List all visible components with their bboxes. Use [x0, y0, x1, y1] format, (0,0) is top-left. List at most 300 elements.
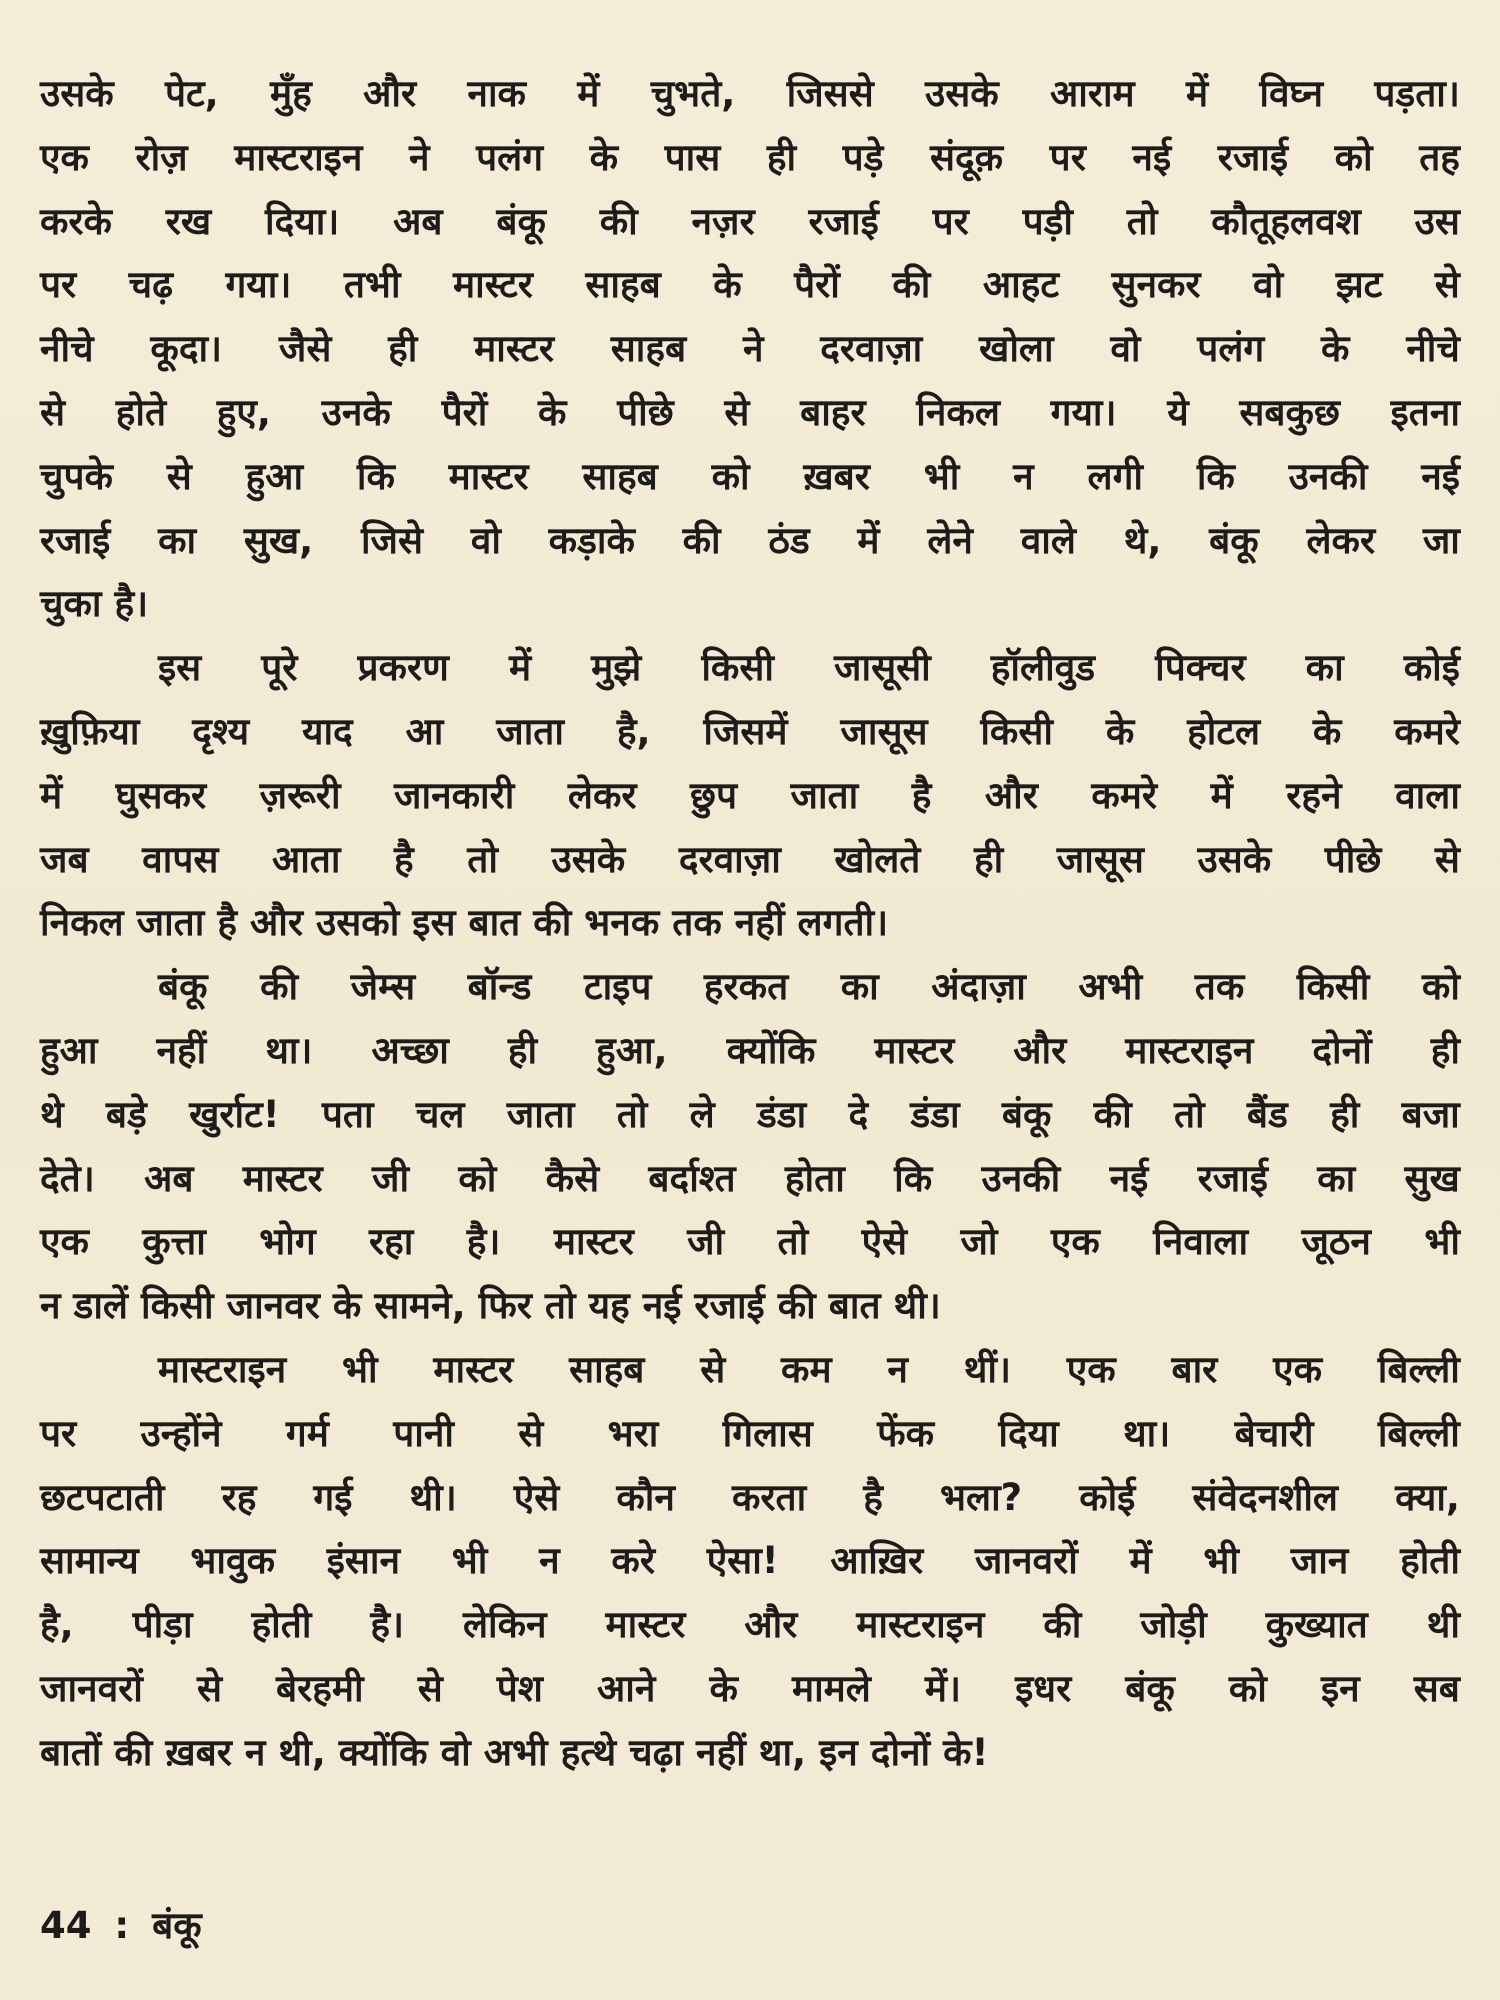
word: चढ़	[128, 263, 173, 307]
word: पीछे	[1324, 837, 1382, 881]
word: नई	[1109, 1156, 1149, 1200]
word: जानकारी	[394, 773, 515, 817]
text-line	[40, 253, 1460, 317]
word: बाहर	[800, 390, 866, 434]
word: मुँह	[270, 72, 312, 115]
word: से	[700, 1347, 726, 1391]
word: डंडा	[910, 1092, 960, 1136]
word: है।	[370, 1603, 405, 1647]
word: करे	[611, 1539, 655, 1583]
word: पलंग	[1197, 327, 1265, 371]
word: जाता	[506, 1092, 575, 1136]
word: को	[458, 1156, 497, 1200]
word: और	[1013, 1028, 1067, 1072]
word: पेट,	[165, 72, 219, 115]
word: लेकिन	[462, 1603, 547, 1647]
word: बर्दाश्त	[648, 1156, 736, 1200]
word: ख़बर	[803, 454, 870, 498]
word: जाता	[790, 773, 859, 817]
text-line	[40, 1210, 1460, 1274]
text-line	[40, 1593, 1460, 1657]
word: जान	[1290, 1539, 1349, 1583]
book-title: बंकू	[152, 1904, 202, 1947]
word: तो	[1126, 199, 1158, 243]
word: की	[599, 199, 638, 243]
word: की	[533, 901, 572, 945]
word: ये	[1167, 390, 1189, 434]
word: बिल्ली	[1377, 1411, 1460, 1455]
word: कि	[356, 454, 395, 498]
word: कि	[1196, 454, 1235, 498]
text-line	[40, 828, 1460, 892]
word: साहब	[582, 454, 658, 498]
word: ने	[742, 327, 764, 371]
word: तक	[1194, 965, 1245, 1009]
word: गिलास	[722, 1411, 813, 1455]
word: किसी	[141, 1284, 214, 1328]
word: किसी	[1296, 965, 1370, 1009]
word: का	[158, 518, 197, 562]
word: झट	[1335, 263, 1383, 307]
word: जो	[960, 1220, 998, 1264]
word: सुनकर	[1111, 263, 1201, 307]
word: और	[250, 901, 303, 945]
paragraph	[40, 955, 1460, 1338]
word: उन्होंने	[140, 1411, 222, 1455]
word: न	[244, 1730, 266, 1774]
word: तो	[467, 837, 498, 881]
word: संवेदनशील	[1192, 1475, 1339, 1519]
word: साहब	[585, 263, 661, 307]
text-line	[40, 1338, 1460, 1402]
word: फिर	[478, 1284, 532, 1328]
word: जूठन	[1301, 1220, 1371, 1264]
word: आहट	[982, 263, 1059, 307]
word: मामले	[791, 1666, 871, 1710]
word: नई	[1421, 454, 1460, 498]
word: आता	[271, 837, 341, 881]
word: ले	[689, 1092, 715, 1136]
word: ठंड	[768, 518, 810, 562]
page-footer	[40, 1898, 202, 1949]
word: अभी	[483, 1730, 548, 1774]
word: तह	[1419, 135, 1460, 179]
text-line	[40, 381, 1460, 445]
word: विघ्न	[1259, 72, 1324, 115]
body-text	[40, 62, 1460, 1785]
word: को	[1334, 135, 1373, 179]
word: जिसमें	[703, 709, 788, 753]
word: से	[417, 1666, 443, 1710]
word: अब	[393, 199, 443, 243]
word: यह	[588, 1284, 630, 1328]
word: की	[682, 518, 721, 562]
word: एक	[40, 1220, 89, 1264]
paragraph	[40, 1338, 1460, 1785]
word: से	[40, 390, 66, 434]
text-line	[40, 1529, 1460, 1593]
word: कमरे	[1394, 709, 1460, 753]
word: की	[777, 1284, 816, 1328]
text-line	[40, 317, 1460, 381]
word: जानवरों	[40, 1666, 143, 1710]
word: से	[166, 454, 192, 498]
word: लगी	[1087, 454, 1143, 498]
word: में	[857, 518, 880, 562]
word: ही	[507, 1028, 538, 1072]
word: निकल	[40, 901, 124, 945]
word: बड़े	[105, 1092, 147, 1136]
word: में	[1129, 1539, 1152, 1583]
word: और	[744, 1603, 798, 1647]
word: कमरे	[1091, 773, 1158, 817]
text-line	[40, 445, 1460, 509]
word: आख़िर	[830, 1539, 924, 1583]
word: प्रकरण	[357, 646, 449, 690]
word: जेम्स	[350, 965, 416, 1009]
word: वो	[1110, 327, 1141, 371]
word: बातों	[40, 1730, 102, 1774]
word: पानी	[393, 1411, 454, 1455]
word: निवाला	[1153, 1220, 1249, 1264]
word: वो	[1253, 263, 1284, 307]
word: ही	[1330, 1092, 1360, 1136]
word: भला?	[939, 1475, 1023, 1519]
word: तो	[616, 1092, 648, 1136]
word: चुका	[40, 582, 102, 626]
word: खोला	[979, 327, 1054, 371]
word: दोनों	[870, 1730, 931, 1774]
word: ऐसे	[513, 1475, 560, 1519]
word: आ	[405, 709, 444, 753]
word: की	[892, 263, 931, 307]
word: पड़ता।	[1374, 72, 1460, 115]
word: रहने	[1286, 773, 1342, 817]
word: जानवर	[226, 1284, 320, 1328]
word: वाले	[1020, 518, 1076, 562]
word: दिया।	[265, 199, 340, 243]
word: के	[1105, 709, 1135, 753]
word: जिसे	[360, 518, 423, 562]
text-line	[40, 764, 1460, 828]
word: बंकू	[1209, 518, 1259, 562]
word: छुप	[690, 773, 737, 817]
word: अंदाज़ा	[931, 965, 1026, 1009]
word: पेश	[496, 1666, 543, 1710]
word: मास्टराइन	[158, 1347, 287, 1391]
word: पैरों	[794, 263, 840, 307]
word: मास्टर	[448, 454, 529, 498]
text-line	[40, 1274, 1460, 1338]
word: याद	[301, 709, 353, 753]
word: एक	[1050, 1220, 1100, 1264]
word: कौतूहलवश	[1211, 199, 1361, 243]
word: क्या,	[1395, 1475, 1460, 1519]
word: संदूक़	[930, 135, 1004, 179]
word: से	[196, 1666, 222, 1710]
word: पर	[40, 1411, 77, 1455]
word: एक	[1273, 1347, 1322, 1391]
word: इतना	[1390, 390, 1460, 434]
word: था,	[758, 1730, 807, 1774]
text-line	[40, 126, 1460, 190]
word: कुत्ता	[142, 1220, 206, 1264]
word: का	[1305, 646, 1344, 690]
word: उसके	[551, 837, 626, 881]
word: दिया	[998, 1411, 1059, 1455]
word: पीड़ा	[132, 1603, 193, 1647]
word: जानवरों	[974, 1539, 1078, 1583]
word: कोई	[1403, 646, 1460, 690]
word: बिल्ली	[1377, 1347, 1460, 1391]
word: की	[1043, 1603, 1082, 1647]
word: दोनों	[1312, 1028, 1372, 1072]
paragraph	[40, 62, 1460, 636]
word: की	[114, 1730, 153, 1774]
word: देते।	[40, 1156, 95, 1200]
word: वो	[470, 518, 501, 562]
word: थे,	[1123, 518, 1162, 562]
word: भी	[1203, 1539, 1240, 1583]
word: भी	[451, 1539, 488, 1583]
text-line	[40, 190, 1460, 254]
word: मास्टर	[553, 1220, 634, 1264]
word: थी।	[409, 1475, 457, 1519]
word: ने	[408, 135, 430, 179]
word: में	[1185, 72, 1209, 115]
word: पूरे	[261, 646, 298, 690]
word: गया।	[225, 263, 292, 307]
word: किसी	[980, 709, 1053, 753]
word: उसको	[315, 901, 400, 945]
text-line	[40, 1019, 1460, 1083]
text-line	[40, 572, 1460, 636]
word: जासूस	[840, 709, 928, 753]
word: कड़ाके	[548, 518, 635, 562]
word: एक	[40, 135, 89, 179]
word: पता	[321, 1092, 374, 1136]
word: मास्टर	[474, 327, 555, 371]
word: के	[538, 390, 567, 434]
word: को	[1421, 965, 1460, 1009]
word: बेरहमी	[276, 1666, 364, 1710]
word: कम	[781, 1347, 832, 1391]
word: मास्टराइन	[234, 135, 363, 179]
text-line	[40, 955, 1460, 1019]
word: लगती।	[797, 901, 889, 945]
word: तभी	[343, 263, 401, 307]
word: चढ़ा	[629, 1730, 684, 1774]
word: ही	[973, 837, 1004, 881]
word: में	[1210, 773, 1233, 817]
word: मास्टर	[453, 263, 533, 307]
word: डालें	[73, 1284, 129, 1328]
word: थी,	[278, 1730, 326, 1774]
word: से	[724, 390, 750, 434]
word: के	[332, 1284, 362, 1328]
word: नीचे	[1406, 327, 1460, 371]
word: हुआ,	[596, 1028, 668, 1072]
word: आराम	[1050, 72, 1135, 115]
word: का	[840, 965, 879, 1009]
word: लेकर	[1306, 518, 1376, 562]
word: फेंक	[877, 1411, 935, 1455]
word: उसके	[1197, 837, 1272, 881]
word: का	[1317, 1156, 1356, 1200]
word: रहा	[369, 1220, 414, 1264]
word: पड़े	[842, 135, 884, 179]
word: बात	[468, 901, 521, 945]
word: पलंग	[476, 135, 544, 179]
word: पास	[664, 135, 721, 179]
word: सब	[1413, 1666, 1460, 1710]
word: गया।	[1050, 390, 1117, 434]
word: तो	[544, 1284, 576, 1328]
footer-separator: :	[114, 1904, 130, 1947]
word: है	[863, 1475, 883, 1519]
word: उनके	[321, 390, 391, 434]
word: नई	[642, 1284, 682, 1328]
word: बंकू	[158, 965, 208, 1009]
word: एक	[1066, 1347, 1116, 1391]
paragraph	[40, 636, 1460, 955]
word: है।	[114, 582, 149, 626]
word: इंसान	[326, 1539, 401, 1583]
word: कोई	[1079, 1475, 1136, 1519]
word: नज़र	[691, 199, 755, 243]
word: सबकुछ	[1239, 390, 1340, 434]
word: और	[363, 72, 417, 115]
word: कूदा।	[150, 327, 223, 371]
word: किसी	[701, 646, 774, 690]
word: वो	[440, 1730, 471, 1774]
word: भी	[1424, 1220, 1460, 1264]
word: ज़रूरी	[259, 773, 341, 817]
word: जासूसी	[834, 646, 931, 690]
word: था।	[265, 1028, 313, 1072]
word: सुख	[1404, 1156, 1460, 1200]
word: सुख,	[243, 518, 314, 562]
text-line	[40, 1466, 1460, 1530]
word: उसके	[925, 72, 999, 115]
word: है।	[466, 1220, 501, 1264]
word: रह	[221, 1475, 257, 1519]
word: हरकत	[703, 965, 789, 1009]
word: साहब	[569, 1347, 645, 1391]
word: उस	[1414, 199, 1460, 243]
word: न	[40, 1284, 61, 1328]
word: को	[711, 454, 750, 498]
word: साहब	[610, 327, 687, 371]
word: हुआ	[245, 454, 304, 498]
word: से	[518, 1411, 544, 1455]
word: करके	[40, 199, 112, 243]
word: पर	[932, 199, 969, 243]
word: हत्थे	[560, 1730, 617, 1774]
word: जब	[40, 837, 89, 881]
word: रजाई	[1217, 135, 1289, 179]
word: भरा	[607, 1411, 659, 1455]
word: ही	[388, 327, 418, 371]
word: तक	[672, 901, 722, 945]
word: नीचे	[40, 327, 94, 371]
word: लेकर	[567, 773, 637, 817]
word: था।	[1123, 1411, 1171, 1455]
word: छटपटाती	[40, 1475, 165, 1519]
word: की	[1093, 1092, 1132, 1136]
word: नहीं	[734, 901, 785, 945]
word: चुभते,	[650, 72, 736, 115]
word: में	[577, 72, 600, 115]
word: से	[1434, 837, 1460, 881]
word: कैसे	[545, 1156, 600, 1200]
word: बंकू	[1125, 1666, 1175, 1710]
word: है	[394, 837, 414, 881]
word: के!	[943, 1730, 989, 1774]
word: में	[40, 773, 63, 817]
word: इधर	[1015, 1666, 1072, 1710]
text-line	[40, 1147, 1460, 1211]
word: जासूस	[1056, 837, 1144, 881]
word: थीं।	[963, 1347, 1011, 1391]
word: रजाई	[694, 1284, 765, 1328]
word: है	[911, 773, 932, 817]
word: अच्छा	[371, 1028, 449, 1072]
word: रजाई	[40, 518, 111, 562]
word: गर्म	[285, 1411, 329, 1455]
word: थी	[1426, 1603, 1460, 1647]
word: मुझे	[591, 646, 642, 690]
word: उसके	[40, 72, 114, 115]
word: करता	[731, 1475, 807, 1519]
word: होते	[115, 390, 167, 434]
word: के	[589, 135, 619, 179]
word: न	[1013, 454, 1034, 498]
word: जी	[372, 1156, 410, 1200]
word: होती	[1400, 1539, 1460, 1583]
word: और	[984, 773, 1038, 817]
word: खोलते	[834, 837, 921, 881]
word: भी	[923, 454, 960, 498]
word: बजा	[1401, 1092, 1460, 1136]
word: इन	[1320, 1666, 1360, 1710]
word: की	[260, 965, 299, 1009]
text-line	[40, 1402, 1460, 1466]
word: ऐसा!	[706, 1539, 779, 1583]
word: चुपके	[40, 454, 113, 498]
word: घुसकर	[115, 773, 207, 817]
word: न	[539, 1539, 560, 1583]
word: दरवाज़ा	[678, 837, 781, 881]
word: जाता	[496, 709, 564, 753]
word: से	[1434, 263, 1460, 307]
word: वापस	[142, 837, 219, 881]
word: बंकू	[1001, 1092, 1052, 1136]
word: जोड़ी	[1140, 1603, 1207, 1647]
word: आने	[597, 1666, 656, 1710]
word: थी।	[893, 1284, 941, 1328]
word: को	[1228, 1666, 1267, 1710]
word: होता	[784, 1156, 845, 1200]
word: के	[1312, 709, 1342, 753]
word: में।	[924, 1666, 962, 1710]
text-line	[40, 509, 1460, 573]
word: जा	[1422, 518, 1460, 562]
word: नाक	[467, 72, 526, 115]
word: रजाई	[808, 199, 879, 243]
word: पैरों	[441, 390, 488, 434]
word: मास्टर	[242, 1156, 323, 1200]
